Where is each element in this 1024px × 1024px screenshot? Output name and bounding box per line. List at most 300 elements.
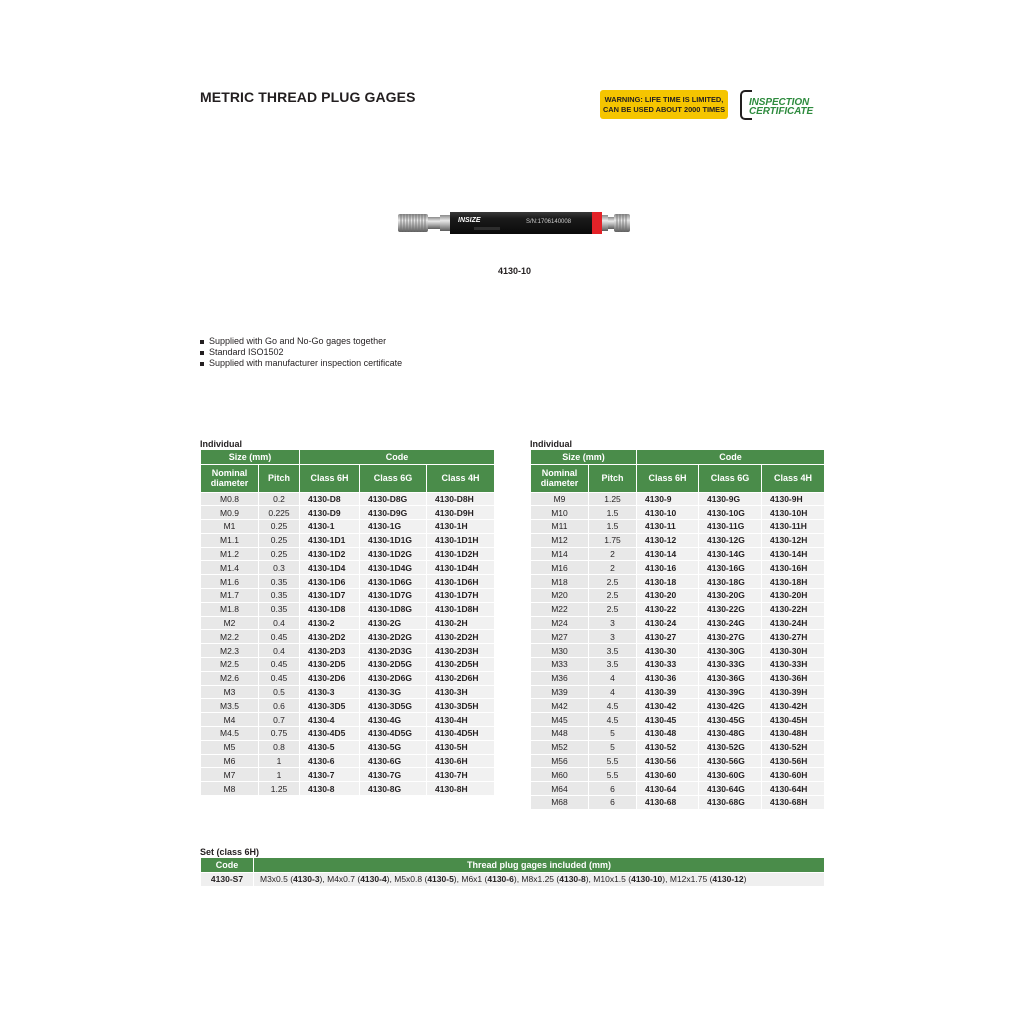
table-row — [531, 575, 825, 589]
table-row — [531, 796, 825, 810]
header-code: Code — [637, 450, 825, 464]
pitch-cell: 5 — [589, 740, 637, 754]
class-6g-cell: 4130-64G — [699, 782, 762, 796]
nominal-diameter-cell: M14 — [531, 547, 589, 561]
class-4h-cell: 4130-20H — [762, 589, 825, 603]
class-6g-cell: 4130-68G — [699, 796, 762, 810]
set-contents-cell: M3x0.5 (4130-3), M4x0.7 (4130-4), M5x0.8 (4130-5), M6x1 (4130-6), M8x1.25 (4130-8), M10x1.5 (4130-10), M12x1.75 (4130-12) — [254, 872, 825, 886]
pitch-cell: 2.5 — [589, 589, 637, 603]
nominal-diameter-cell: M22 — [531, 602, 589, 616]
class-4h-cell: 4130-56H — [762, 754, 825, 768]
class-4h-cell: 4130-12H — [762, 533, 825, 547]
nominal-diameter-cell: M8 — [201, 782, 259, 796]
class-4h-cell: 4130-42H — [762, 699, 825, 713]
class-6g-cell: 4130-16G — [699, 561, 762, 575]
nominal-diameter-cell: M0.8 — [201, 492, 259, 506]
class-6g-cell: 4130-2D6G — [360, 671, 427, 685]
class-6g-cell: 4130-56G — [699, 754, 762, 768]
table-row — [201, 671, 495, 685]
class-6g-cell: 4130-20G — [699, 589, 762, 603]
table-row — [531, 492, 825, 506]
header-size: Size (mm) — [201, 450, 300, 464]
class-6g-cell: 4130-1D1G — [360, 533, 427, 547]
nominal-diameter-cell: M64 — [531, 782, 589, 796]
class-6h-cell: 4130-1D6 — [300, 575, 360, 589]
pitch-cell: 0.4 — [259, 616, 300, 630]
table-row — [531, 561, 825, 575]
individual-table-right — [530, 450, 825, 810]
nominal-diameter-cell: M24 — [531, 616, 589, 630]
class-6g-cell: 4130-36G — [699, 671, 762, 685]
class-6h-cell: 4130-6 — [300, 754, 360, 768]
class-6h-cell: 4130-52 — [637, 740, 699, 754]
table-row — [201, 658, 495, 672]
table-row — [201, 616, 495, 630]
page-title: METRIC THREAD PLUG GAGES — [200, 89, 416, 105]
table-row — [201, 872, 825, 886]
class-6h-cell: 4130-48 — [637, 727, 699, 741]
table-row — [531, 754, 825, 768]
class-4h-cell: 4130-10H — [762, 506, 825, 520]
nominal-diameter-cell: M0.9 — [201, 506, 259, 520]
class-6g-cell: 4130-30G — [699, 644, 762, 658]
nominal-diameter-cell: M1.1 — [201, 533, 259, 547]
header-class-6h: Class 6H — [637, 464, 699, 492]
individual-left-label: Individual — [200, 439, 243, 449]
class-6g-cell: 4130-33G — [699, 658, 762, 672]
class-6h-cell: 4130-14 — [637, 547, 699, 561]
class-4h-cell: 4130-18H — [762, 575, 825, 589]
nominal-diameter-cell: M27 — [531, 630, 589, 644]
table-row — [531, 616, 825, 630]
class-6g-cell: 4130-1D6G — [360, 575, 427, 589]
table-row — [201, 685, 495, 699]
nominal-diameter-cell: M2.3 — [201, 644, 259, 658]
class-6h-cell: 4130-2D6 — [300, 671, 360, 685]
table-row — [531, 630, 825, 644]
table-row — [201, 713, 495, 727]
set-code-cell: 4130-S7 — [201, 872, 254, 886]
class-4h-cell: 4130-2D6H — [427, 671, 495, 685]
table-row — [201, 630, 495, 644]
pitch-cell: 2 — [589, 561, 637, 575]
warning-badge — [600, 90, 728, 119]
pitch-cell: 3.5 — [589, 644, 637, 658]
individual-table-left — [200, 450, 495, 796]
table-row — [201, 547, 495, 561]
class-6h-cell: 4130-36 — [637, 671, 699, 685]
table-row — [531, 727, 825, 741]
class-4h-cell: 4130-6H — [427, 754, 495, 768]
class-6h-cell: 4130-60 — [637, 768, 699, 782]
header-pitch: Pitch — [259, 464, 300, 492]
pitch-cell: 4.5 — [589, 699, 637, 713]
pitch-cell: 1.25 — [589, 492, 637, 506]
table-row — [201, 589, 495, 603]
nominal-diameter-cell: M10 — [531, 506, 589, 520]
pitch-cell: 3 — [589, 616, 637, 630]
header-class-4h: Class 4H — [427, 464, 495, 492]
class-4h-cell: 4130-45H — [762, 713, 825, 727]
pitch-cell: 0.4 — [259, 644, 300, 658]
set-header-included: Thread plug gages included (mm) — [254, 858, 825, 872]
thread-plug-gage-image — [392, 206, 632, 240]
class-4h-cell: 4130-7H — [427, 768, 495, 782]
pitch-cell: 1.25 — [259, 782, 300, 796]
nominal-diameter-cell: M12 — [531, 533, 589, 547]
class-6g-cell: 4130-5G — [360, 740, 427, 754]
class-6h-cell: 4130-2D5 — [300, 658, 360, 672]
set-item-code: 4130-10 — [631, 874, 663, 884]
nominal-diameter-cell: M2.2 — [201, 630, 259, 644]
table-row — [201, 727, 495, 741]
pitch-cell: 2.5 — [589, 602, 637, 616]
table-row — [201, 782, 495, 796]
product-code-label: 4130-10 — [498, 266, 532, 276]
pitch-cell: 0.6 — [259, 699, 300, 713]
table-row — [531, 685, 825, 699]
class-6g-cell: 4130-D8G — [360, 492, 427, 506]
pitch-cell: 0.3 — [259, 561, 300, 575]
class-4h-cell: 4130-64H — [762, 782, 825, 796]
class-6h-cell: 4130-D9 — [300, 506, 360, 520]
class-4h-cell: 4130-1D7H — [427, 589, 495, 603]
class-6h-cell: 4130-39 — [637, 685, 699, 699]
class-6h-cell: 4130-2 — [300, 616, 360, 630]
class-4h-cell: 4130-14H — [762, 547, 825, 561]
pitch-cell: 0.45 — [259, 658, 300, 672]
class-6g-cell: 4130-2D5G — [360, 658, 427, 672]
class-6g-cell: 4130-9G — [699, 492, 762, 506]
nominal-diameter-cell: M1.7 — [201, 589, 259, 603]
class-4h-cell: 4130-24H — [762, 616, 825, 630]
class-4h-cell: 4130-11H — [762, 520, 825, 534]
class-6h-cell: 4130-45 — [637, 713, 699, 727]
nominal-diameter-cell: M33 — [531, 658, 589, 672]
pitch-cell: 0.35 — [259, 602, 300, 616]
class-6h-cell: 4130-7 — [300, 768, 360, 782]
individual-right-label: Individual — [530, 439, 573, 449]
class-6g-cell: 4130-45G — [699, 713, 762, 727]
pitch-cell: 0.25 — [259, 547, 300, 561]
class-6h-cell: 4130-8 — [300, 782, 360, 796]
class-6g-cell: 4130-2D2G — [360, 630, 427, 644]
set-item-size: M12x1.75 — [669, 874, 708, 884]
class-6h-cell: 4130-D8 — [300, 492, 360, 506]
table-row — [531, 671, 825, 685]
class-6g-cell: 4130-18G — [699, 575, 762, 589]
class-6g-cell: 4130-2D3G — [360, 644, 427, 658]
table-row — [201, 561, 495, 575]
class-6h-cell: 4130-1D1 — [300, 533, 360, 547]
set-item-code: 4130-5 — [427, 874, 454, 884]
nominal-diameter-cell: M3.5 — [201, 699, 259, 713]
class-4h-cell: 4130-2D3H — [427, 644, 495, 658]
set-item-size: M8x1.25 — [521, 874, 555, 884]
certificate-line-2: CERTIFICATE — [749, 106, 814, 117]
class-6h-cell: 4130-33 — [637, 658, 699, 672]
pitch-cell: 0.75 — [259, 727, 300, 741]
nominal-diameter-cell: M6 — [201, 754, 259, 768]
class-6g-cell: 4130-24G — [699, 616, 762, 630]
class-6h-cell: 4130-2D2 — [300, 630, 360, 644]
nominal-diameter-cell: M48 — [531, 727, 589, 741]
class-4h-cell: 4130-9H — [762, 492, 825, 506]
feature-item: Supplied with Go and No-Go gages together — [200, 336, 402, 347]
pitch-cell: 0.45 — [259, 630, 300, 644]
class-6g-cell: 4130-D9G — [360, 506, 427, 520]
nominal-diameter-cell: M1 — [201, 520, 259, 534]
gage-serial-label: S/N:1706140008 — [526, 219, 572, 225]
set-header-code: Code — [201, 858, 254, 872]
class-6h-cell: 4130-2D3 — [300, 644, 360, 658]
class-4h-cell: 4130-4H — [427, 713, 495, 727]
class-6g-cell: 4130-1D7G — [360, 589, 427, 603]
nominal-diameter-cell: M45 — [531, 713, 589, 727]
feature-list — [200, 336, 402, 369]
table-row — [201, 575, 495, 589]
header-class-6g: Class 6G — [360, 464, 427, 492]
header-nominal: Nominal diameter — [531, 464, 589, 492]
pitch-cell: 4 — [589, 671, 637, 685]
set-item-code: 4130-6 — [487, 874, 514, 884]
table-row — [531, 589, 825, 603]
table-row — [531, 506, 825, 520]
pitch-cell: 0.25 — [259, 533, 300, 547]
nominal-diameter-cell: M1.6 — [201, 575, 259, 589]
class-6g-cell: 4130-1D8G — [360, 602, 427, 616]
class-6g-cell: 4130-60G — [699, 768, 762, 782]
set-item-code: 4130-8 — [559, 874, 586, 884]
class-6h-cell: 4130-9 — [637, 492, 699, 506]
class-6g-cell: 4130-8G — [360, 782, 427, 796]
class-6h-cell: 4130-1D7 — [300, 589, 360, 603]
class-6h-cell: 4130-3D5 — [300, 699, 360, 713]
class-6h-cell: 4130-4 — [300, 713, 360, 727]
class-6g-cell: 4130-1D2G — [360, 547, 427, 561]
table-row — [201, 602, 495, 616]
class-6h-cell: 4130-1D2 — [300, 547, 360, 561]
table-row — [201, 506, 495, 520]
class-4h-cell: 4130-2D2H — [427, 630, 495, 644]
pitch-cell: 0.35 — [259, 575, 300, 589]
pitch-cell: 0.8 — [259, 740, 300, 754]
nominal-diameter-cell: M16 — [531, 561, 589, 575]
set-label: Set (class 6H) — [200, 847, 260, 857]
pitch-cell: 5.5 — [589, 768, 637, 782]
class-6h-cell: 4130-4D5 — [300, 727, 360, 741]
table-row — [201, 768, 495, 782]
pitch-cell: 6 — [589, 782, 637, 796]
class-6h-cell: 4130-20 — [637, 589, 699, 603]
class-6g-cell: 4130-4D5G — [360, 727, 427, 741]
pitch-cell: 0.45 — [259, 671, 300, 685]
class-4h-cell: 4130-33H — [762, 658, 825, 672]
header-size: Size (mm) — [531, 450, 637, 464]
pitch-cell: 0.7 — [259, 713, 300, 727]
class-4h-cell: 4130-1H — [427, 520, 495, 534]
set-item-size: M5x0.8 — [394, 874, 423, 884]
header-nominal: Nominal diameter — [201, 464, 259, 492]
class-6g-cell: 4130-3D5G — [360, 699, 427, 713]
table-row — [201, 533, 495, 547]
class-6g-cell: 4130-3G — [360, 685, 427, 699]
pitch-cell: 1 — [259, 754, 300, 768]
table-row — [201, 699, 495, 713]
class-4h-cell: 4130-16H — [762, 561, 825, 575]
class-4h-cell: 4130-22H — [762, 602, 825, 616]
class-4h-cell: 4130-60H — [762, 768, 825, 782]
table-row — [531, 699, 825, 713]
class-4h-cell: 4130-D9H — [427, 506, 495, 520]
class-6h-cell: 4130-27 — [637, 630, 699, 644]
header-pitch: Pitch — [589, 464, 637, 492]
nominal-diameter-cell: M2.6 — [201, 671, 259, 685]
class-6h-cell: 4130-68 — [637, 796, 699, 810]
class-4h-cell: 4130-2H — [427, 616, 495, 630]
table-row — [201, 754, 495, 768]
pitch-cell: 0.5 — [259, 685, 300, 699]
table-row — [531, 547, 825, 561]
nominal-diameter-cell: M30 — [531, 644, 589, 658]
nominal-diameter-cell: M56 — [531, 754, 589, 768]
table-row — [531, 713, 825, 727]
class-6g-cell: 4130-39G — [699, 685, 762, 699]
class-4h-cell: 4130-48H — [762, 727, 825, 741]
class-6g-cell: 4130-10G — [699, 506, 762, 520]
table-row — [531, 533, 825, 547]
class-4h-cell: 4130-5H — [427, 740, 495, 754]
class-6h-cell: 4130-11 — [637, 520, 699, 534]
class-6h-cell: 4130-10 — [637, 506, 699, 520]
pitch-cell: 2 — [589, 547, 637, 561]
class-6h-cell: 4130-42 — [637, 699, 699, 713]
nominal-diameter-cell: M2.5 — [201, 658, 259, 672]
pitch-cell: 4.5 — [589, 713, 637, 727]
pitch-cell: 5 — [589, 727, 637, 741]
pitch-cell: 1.5 — [589, 506, 637, 520]
header-class-6g: Class 6G — [699, 464, 762, 492]
no-go-red-band — [592, 212, 602, 234]
class-6h-cell: 4130-24 — [637, 616, 699, 630]
table-row — [531, 658, 825, 672]
pitch-cell: 0.2 — [259, 492, 300, 506]
table-row — [201, 644, 495, 658]
pitch-cell: 0.35 — [259, 589, 300, 603]
feature-item: Standard ISO1502 — [200, 347, 402, 358]
pitch-cell: 5.5 — [589, 754, 637, 768]
inspection-certificate-logo — [740, 90, 828, 120]
class-6h-cell: 4130-30 — [637, 644, 699, 658]
nominal-diameter-cell: M1.8 — [201, 602, 259, 616]
class-4h-cell: 4130-1D1H — [427, 533, 495, 547]
class-4h-cell: 4130-2D5H — [427, 658, 495, 672]
go-thread-end — [398, 214, 450, 232]
class-6g-cell: 4130-7G — [360, 768, 427, 782]
set-table — [200, 858, 825, 887]
warning-line-2: CAN BE USED ABOUT 2000 TIMES — [602, 104, 726, 114]
pitch-cell: 1 — [259, 768, 300, 782]
pitch-cell: 2.5 — [589, 575, 637, 589]
class-6g-cell: 4130-6G — [360, 754, 427, 768]
header-class-4h: Class 4H — [762, 464, 825, 492]
set-item-size: M4x0.7 — [327, 874, 355, 884]
certificate-line-1: INSPECTION — [749, 97, 810, 108]
table-row — [531, 520, 825, 534]
class-6g-cell: 4130-1D4G — [360, 561, 427, 575]
nominal-diameter-cell: M1.4 — [201, 561, 259, 575]
pitch-cell: 4 — [589, 685, 637, 699]
class-6g-cell: 4130-52G — [699, 740, 762, 754]
table-row — [201, 740, 495, 754]
class-6g-cell: 4130-2G — [360, 616, 427, 630]
nominal-diameter-cell: M2 — [201, 616, 259, 630]
class-6g-cell: 4130-4G — [360, 713, 427, 727]
table-row — [531, 740, 825, 754]
class-4h-cell: 4130-1D8H — [427, 602, 495, 616]
class-4h-cell: 4130-3D5H — [427, 699, 495, 713]
nominal-diameter-cell: M5 — [201, 740, 259, 754]
gage-brand-label: INSIZE — [458, 217, 481, 224]
class-4h-cell: 4130-30H — [762, 644, 825, 658]
class-6h-cell: 4130-1D8 — [300, 602, 360, 616]
class-4h-cell: 4130-52H — [762, 740, 825, 754]
nominal-diameter-cell: M20 — [531, 589, 589, 603]
class-4h-cell: 4130-4D5H — [427, 727, 495, 741]
no-go-thread-end — [602, 214, 630, 232]
class-6g-cell: 4130-12G — [699, 533, 762, 547]
class-6h-cell: 4130-5 — [300, 740, 360, 754]
class-6h-cell: 4130-12 — [637, 533, 699, 547]
table-row — [531, 768, 825, 782]
nominal-diameter-cell: M39 — [531, 685, 589, 699]
class-4h-cell: 4130-68H — [762, 796, 825, 810]
set-item-code: 4130-4 — [360, 874, 387, 884]
class-4h-cell: 4130-D8H — [427, 492, 495, 506]
class-6g-cell: 4130-22G — [699, 602, 762, 616]
class-6h-cell: 4130-1D4 — [300, 561, 360, 575]
nominal-diameter-cell: M9 — [531, 492, 589, 506]
class-6h-cell: 4130-18 — [637, 575, 699, 589]
nominal-diameter-cell: M3 — [201, 685, 259, 699]
nominal-diameter-cell: M52 — [531, 740, 589, 754]
header-class-6h: Class 6H — [300, 464, 360, 492]
nominal-diameter-cell: M4.5 — [201, 727, 259, 741]
set-item-code: 4130-12 — [712, 874, 744, 884]
class-4h-cell: 4130-8H — [427, 782, 495, 796]
class-4h-cell: 4130-1D4H — [427, 561, 495, 575]
class-4h-cell: 4130-1D2H — [427, 547, 495, 561]
nominal-diameter-cell: M1.2 — [201, 547, 259, 561]
class-6g-cell: 4130-48G — [699, 727, 762, 741]
class-4h-cell: 4130-36H — [762, 671, 825, 685]
header-code: Code — [300, 450, 495, 464]
nominal-diameter-cell: M60 — [531, 768, 589, 782]
set-item-size: M3x0.5 — [260, 874, 288, 884]
pitch-cell: 3 — [589, 630, 637, 644]
table-row — [201, 492, 495, 506]
warning-line-1: WARNING: LIFE TIME IS LIMITED, — [604, 94, 724, 104]
nominal-diameter-cell: M36 — [531, 671, 589, 685]
class-4h-cell: 4130-27H — [762, 630, 825, 644]
pitch-cell: 0.225 — [259, 506, 300, 520]
pitch-cell: 6 — [589, 796, 637, 810]
class-6h-cell: 4130-22 — [637, 602, 699, 616]
nominal-diameter-cell: M7 — [201, 768, 259, 782]
set-item-code: 4130-3 — [293, 874, 320, 884]
nominal-diameter-cell: M18 — [531, 575, 589, 589]
pitch-cell: 1.75 — [589, 533, 637, 547]
